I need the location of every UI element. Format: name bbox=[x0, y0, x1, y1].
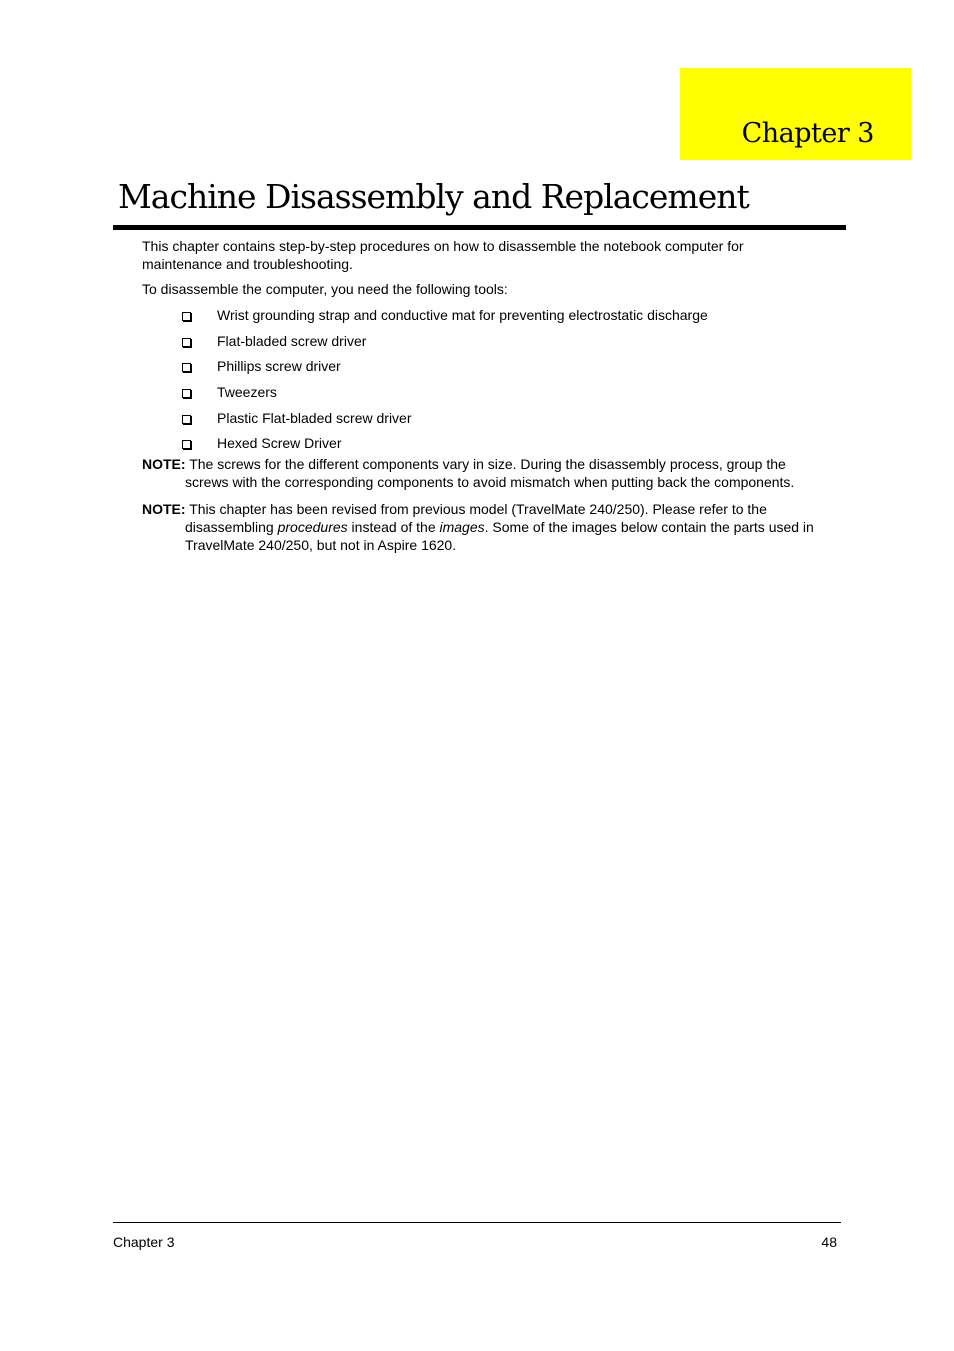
tool-label: Plastic Flat-bladed screw driver bbox=[217, 410, 412, 426]
checkbox-bullet-icon bbox=[182, 338, 191, 347]
checkbox-bullet-icon bbox=[182, 363, 191, 372]
chapter-tab-label: Chapter 3 bbox=[741, 118, 874, 149]
tool-label: Wrist grounding strap and conductive mat for preventing electrostatic discharge bbox=[217, 307, 708, 323]
note-revision bbox=[142, 500, 842, 554]
note-text-line-1: The screws for the different components vary in size. During the disassembly process, group the bbox=[189, 456, 786, 472]
checkbox-bullet-icon bbox=[182, 415, 191, 424]
tool-label: Flat-bladed screw driver bbox=[217, 333, 367, 349]
note-emphasis-images: images bbox=[439, 519, 485, 535]
note-label: NOTE: bbox=[142, 456, 186, 472]
footer-rule bbox=[113, 1222, 841, 1223]
tools-lead: To disassemble the computer, you need the following tools: bbox=[142, 281, 508, 297]
title-rule bbox=[113, 225, 846, 230]
tool-label: Hexed Screw Driver bbox=[217, 435, 342, 451]
intro-line-2: maintenance and troubleshooting. bbox=[142, 256, 353, 272]
checkbox-bullet-icon bbox=[182, 440, 191, 449]
note-text-line-2c: . Some of the images below contain the parts used in bbox=[484, 519, 814, 535]
intro-line-1: This chapter contains step-by-step procedures on how to disassemble the notebook computer for bbox=[142, 238, 744, 254]
page-number: 48 bbox=[821, 1234, 837, 1250]
note-text-line-2: screws with the corresponding components to avoid mismatch when putting back the components. bbox=[185, 474, 795, 490]
note-text-line-2a: disassembling bbox=[185, 519, 278, 535]
tool-label: Phillips screw driver bbox=[217, 358, 341, 374]
note-label: NOTE: bbox=[142, 501, 186, 517]
note-text-line-2b: instead of the bbox=[347, 519, 440, 535]
page-title: Machine Disassembly and Replacement bbox=[118, 177, 749, 216]
checkbox-bullet-icon bbox=[182, 312, 191, 321]
checkbox-bullet-icon bbox=[182, 389, 191, 398]
footer-chapter: Chapter 3 bbox=[113, 1234, 175, 1250]
intro-paragraph bbox=[142, 237, 842, 273]
note-text-line-1: This chapter has been revised from previous model (TravelMate 240/250). Please refer to the bbox=[189, 501, 767, 517]
chapter-tab bbox=[680, 68, 911, 160]
note-emphasis-procedures: procedures bbox=[277, 519, 348, 535]
tool-label: Tweezers bbox=[217, 384, 277, 400]
note-text-line-3: TravelMate 240/250, but not in Aspire 1620. bbox=[185, 537, 457, 553]
note-screws bbox=[142, 455, 842, 491]
